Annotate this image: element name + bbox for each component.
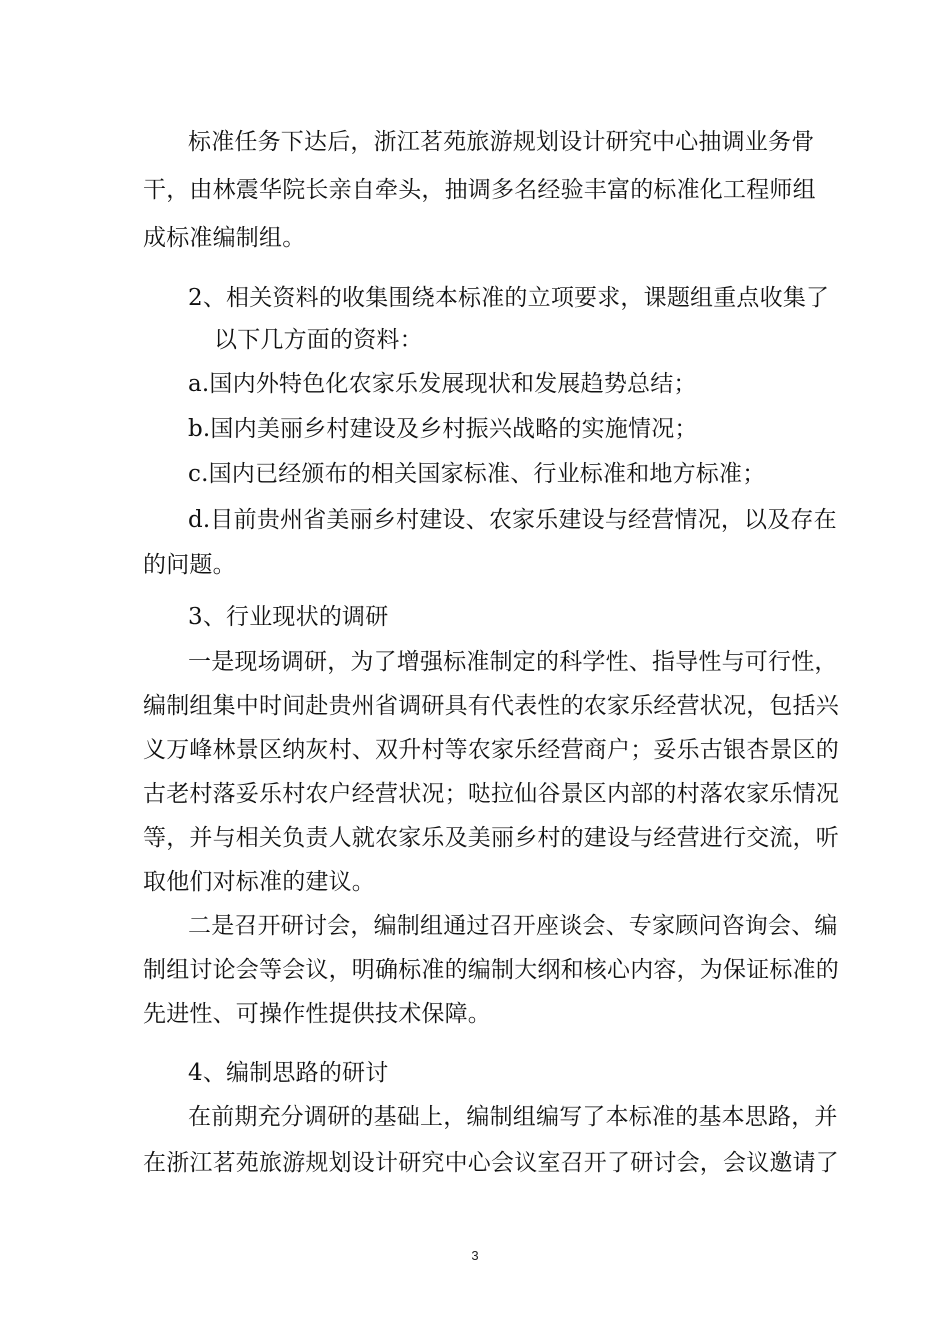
- page-number: 3: [471, 1248, 479, 1263]
- paragraph-line: 在前期充分调研的基础上，编制组编写了本标准的基本思路，并: [188, 1104, 838, 1130]
- section-heading: 3、行业现状的调研: [188, 604, 389, 630]
- paragraph-line: 取他们对标准的建议。: [143, 869, 375, 895]
- paragraph-line: 义万峰林景区纳灰村、双升村等农家乐经营商户；妥乐古银杏景区的: [143, 737, 839, 763]
- paragraph-line: 在浙江茗苑旅游规划设计研究中心会议室召开了研讨会，会议邀请了: [143, 1150, 839, 1176]
- section-heading: 2、相关资料的收集围绕本标准的立项要求，课题组重点收集了: [188, 285, 830, 311]
- paragraph-line: 等，并与相关负责人就农家乐及美丽乡村的建设与经营进行交流，听: [143, 825, 839, 851]
- paragraph-line: 先进性、可操作性提供技术保障。: [143, 1001, 491, 1027]
- paragraph-line: 编制组集中时间赴贵州省调研具有代表性的农家乐经营状况，包括兴: [143, 693, 839, 719]
- paragraph-line: 成标准编制组。: [143, 225, 306, 251]
- section-heading: 4、编制思路的研讨: [188, 1060, 389, 1086]
- paragraph-line: 的问题。: [143, 552, 236, 578]
- paragraph-line: 二是召开研讨会，编制组通过召开座谈会、专家顾问咨询会、编: [188, 913, 838, 939]
- list-item: d.目前贵州省美丽乡村建设、农家乐建设与经营情况，以及存在: [188, 507, 837, 533]
- paragraph-line: 以下几方面的资料：: [214, 327, 423, 353]
- list-item: a.国内外特色化农家乐发展现状和发展趋势总结；: [188, 371, 697, 397]
- paragraph-line: 干，由林震华院长亲自牵头，抽调多名经验丰富的标准化工程师组: [143, 177, 816, 203]
- list-item: c.国内已经颁布的相关国家标准、行业标准和地方标准；: [188, 461, 766, 487]
- paragraph-line: 古老村落妥乐村农户经营状况；哒拉仙谷景区内部的村落农家乐情况: [143, 781, 839, 807]
- paragraph-line: 制组讨论会等会议，明确标准的编制大纲和核心内容，为保证标准的: [143, 957, 839, 983]
- paragraph-line: 标准任务下达后，浙江茗苑旅游规划设计研究中心抽调业务骨: [188, 129, 815, 155]
- list-item: b.国内美丽乡村建设及乡村振兴战略的实施情况；: [188, 416, 698, 442]
- paragraph-line: 一是现场调研，为了增强标准制定的科学性、指导性与可行性，: [188, 649, 838, 675]
